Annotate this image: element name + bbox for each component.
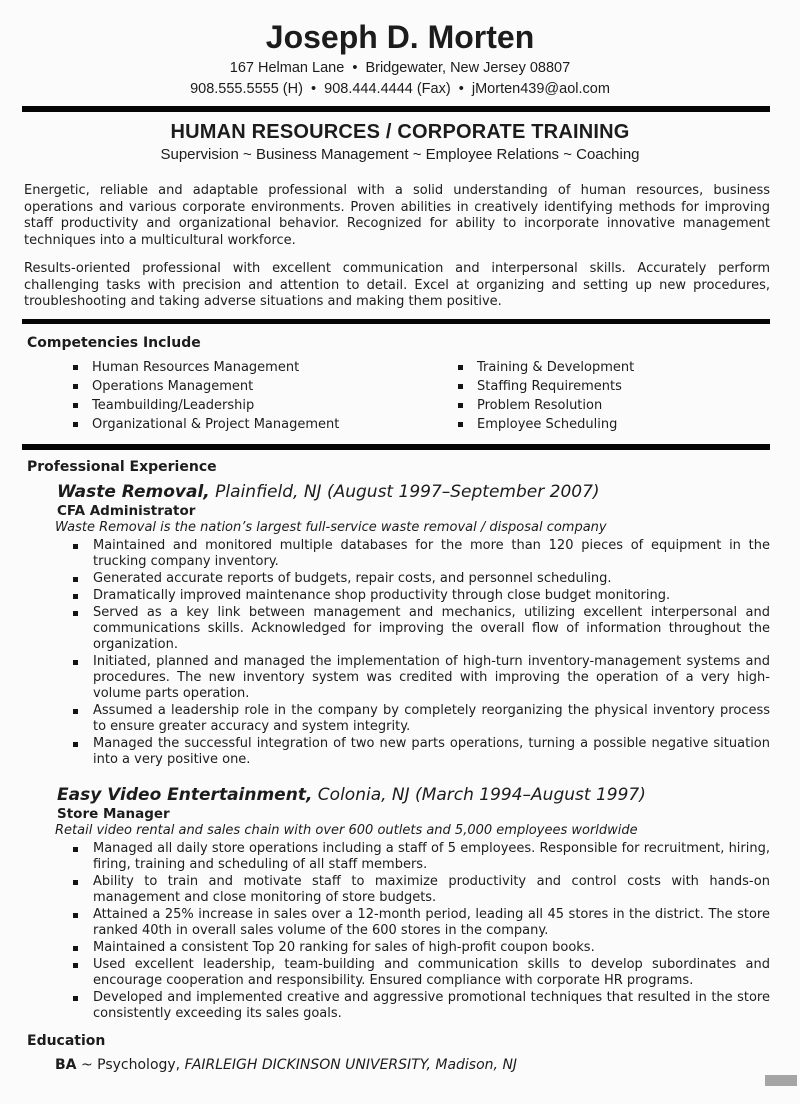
school-name: FAIRLEIGH DICKINSON UNIVERSITY, Madison, NJ	[184, 1056, 518, 1073]
bullet-square-icon	[73, 660, 78, 665]
bullet-text: Dramatically improved maintenance shop productivity through close budget monitoring.	[93, 587, 671, 603]
bullet-square-icon	[73, 422, 78, 427]
experience-bullet	[73, 538, 770, 570]
bullet-square-icon	[73, 880, 78, 885]
bullet-square-icon	[73, 611, 78, 616]
job-bullet-list	[73, 538, 770, 768]
education-heading: Education	[27, 1032, 106, 1049]
bullet-square-icon	[73, 709, 78, 714]
experience-bullet	[73, 907, 770, 939]
bullet-square-icon	[73, 384, 78, 389]
summary-paragraph: Energetic, reliable and adaptable professional with a solid understanding of human resources, business operations and various corporate environments. Proven abilities in creatively identifying methods for improving staff productivity and organizational behavior. Recognized for ability to incorporate innovative management techniques into a multicultural workforce.	[24, 183, 770, 248]
experience-bullet	[73, 940, 770, 956]
experience-bullet	[73, 990, 770, 1022]
bullet-square-icon	[458, 422, 463, 427]
job-company-line	[57, 482, 770, 503]
horizontal-rule	[22, 319, 770, 324]
experience-bullet	[73, 605, 770, 653]
bullet-text: Maintained a consistent Top 20 ranking for sales of high-profit coupon books.	[93, 939, 595, 955]
competencies-column-left	[73, 358, 458, 434]
experience-bullet	[73, 654, 770, 702]
competency-label: Employee Scheduling	[477, 416, 618, 432]
bullet-text: Initiated, planned and managed the implementation of high-turn inventory-management systems and procedures. The new inventory system was credited with improving the operation of a very high-volume parts operation.	[93, 653, 770, 701]
competency-label: Organizational & Project Management	[92, 416, 340, 432]
company-location-dates: Colonia, NJ (March 1994–August 1997)	[312, 784, 646, 805]
bullet-text: Served as a key link between management and mechanics, utilizing excellent interpersonal and communications skills. Acknowledged for improving the overall flow of information throughout the organization.	[93, 604, 770, 652]
candidate-name: Joseph D. Morten	[265, 19, 535, 55]
competency-item	[458, 377, 634, 396]
company-location-dates: Plainfield, NJ (August 1997–September 2007)	[209, 481, 600, 502]
competency-item	[458, 415, 634, 434]
bullet-text: Managed all daily store operations including a staff of 5 employees. Responsible for recruitment, hiring, firing, training and scheduling of all staff members.	[93, 840, 770, 872]
competencies-list	[0, 358, 800, 434]
resume-header	[0, 18, 800, 100]
bullet-square-icon	[458, 384, 463, 389]
job-company-line	[57, 785, 770, 806]
competency-label: Operations Management	[92, 378, 254, 394]
bullet-text: Used excellent leadership, team-building and communication skills to develop subordinates and encourage cooperation and responsibility. Ensured compliance with corporate HR programs.	[93, 956, 770, 988]
experience-bullet	[73, 874, 770, 906]
experience-bullet	[73, 736, 770, 768]
experience-bullet	[73, 571, 770, 587]
bullet-square-icon	[73, 847, 78, 852]
competency-label: Training & Development	[477, 359, 635, 375]
bullet-square-icon	[458, 403, 463, 408]
bullet-square-icon	[73, 403, 78, 408]
degree: BA	[55, 1056, 77, 1073]
education-line	[55, 1056, 770, 1074]
experience-bullet	[73, 703, 770, 735]
company-name: Easy Video Entertainment,	[57, 784, 313, 805]
summary-section	[0, 183, 800, 311]
company-tagline: Retail video rental and sales chain with over 600 outlets and 5,000 employees worldwide	[55, 822, 638, 838]
competency-label: Problem Resolution	[477, 397, 603, 413]
degree-field: ~ Psychology,	[76, 1056, 185, 1073]
competency-label: Teambuilding/Leadership	[92, 397, 255, 413]
bullet-square-icon	[73, 365, 78, 370]
title-block	[0, 119, 800, 165]
competencies-heading: Competencies Include	[27, 334, 201, 351]
bullet-square-icon	[73, 913, 78, 918]
competency-item	[73, 358, 458, 377]
bullet-square-icon	[73, 996, 78, 1001]
competencies-column-right	[458, 358, 634, 434]
gray-smudge	[765, 1075, 797, 1086]
company-tagline: Waste Removal is the nation’s largest full-service waste removal / disposal company	[55, 519, 607, 535]
bullet-square-icon	[458, 365, 463, 370]
competency-item	[73, 415, 458, 434]
bullet-text: Attained a 25% increase in sales over a 12-month period, leading all 45 stores in the district. The store ranked 40th in overall sales volume of the 600 stores in the company.	[93, 906, 770, 938]
bullet-text: Ability to train and motivate staff to maximize productivity and control costs with hands-on management and close monitoring of store budgets.	[93, 873, 770, 905]
summary-paragraph: Results-oriented professional with excellent communication and interpersonal skills. Accurately perform challenging tasks with precision and attention to detail. Excel at organizing and setting up new procedures, troubleshooting and taking adverse situations and making them positive.	[24, 261, 770, 309]
horizontal-rule	[22, 444, 770, 450]
bullet-square-icon	[73, 577, 78, 582]
bullet-square-icon	[73, 544, 78, 549]
bullet-text: Assumed a leadership role in the company by completely reorganizing the physical inventory process to ensure greater accuracy and system integrity.	[93, 702, 770, 734]
bullet-square-icon	[73, 963, 78, 968]
experience-bullet	[73, 841, 770, 873]
bullet-text: Maintained and monitored multiple databases for the more than 120 pieces of equipment in the trucking company inventory.	[93, 537, 770, 569]
experience-bullet	[73, 588, 770, 604]
job-bullet-list	[73, 841, 770, 1022]
competency-item	[458, 396, 634, 415]
bullet-square-icon	[73, 742, 78, 747]
bullet-text: Generated accurate reports of budgets, repair costs, and personnel scheduling.	[93, 570, 612, 586]
competency-label: Human Resources Management	[92, 359, 300, 375]
resume-title: HUMAN RESOURCES / CORPORATE TRAINING	[170, 121, 630, 143]
experience-bullet	[73, 957, 770, 989]
bullet-square-icon	[73, 946, 78, 951]
address-line: 167 Helman Lane • Bridgewater, New Jersey 08807	[229, 60, 571, 76]
company-name: Waste Removal,	[57, 481, 210, 502]
bullet-text: Managed the successful integration of two new parts operations, turning a possible negative situation into a very positive one.	[93, 735, 770, 767]
contact-line: 908.555.5555 (H) • 908.444.4444 (Fax) • jMorten439@aol.com	[190, 81, 610, 97]
competency-item	[73, 396, 458, 415]
competency-item	[458, 358, 634, 377]
horizontal-rule	[22, 106, 770, 112]
competency-label: Staffing Requirements	[477, 378, 622, 394]
bullet-text: Developed and implemented creative and aggressive promotional techniques that resulted in the store consistently exceeding its sales goals.	[93, 989, 770, 1021]
resume-subtitle: Supervision ~ Business Management ~ Employee Relations ~ Coaching	[160, 146, 640, 163]
bullet-square-icon	[73, 594, 78, 599]
experience-heading: Professional Experience	[27, 458, 217, 475]
job-position: CFA Administrator	[57, 502, 196, 519]
competency-item	[73, 377, 458, 396]
job-position: Store Manager	[57, 805, 170, 822]
